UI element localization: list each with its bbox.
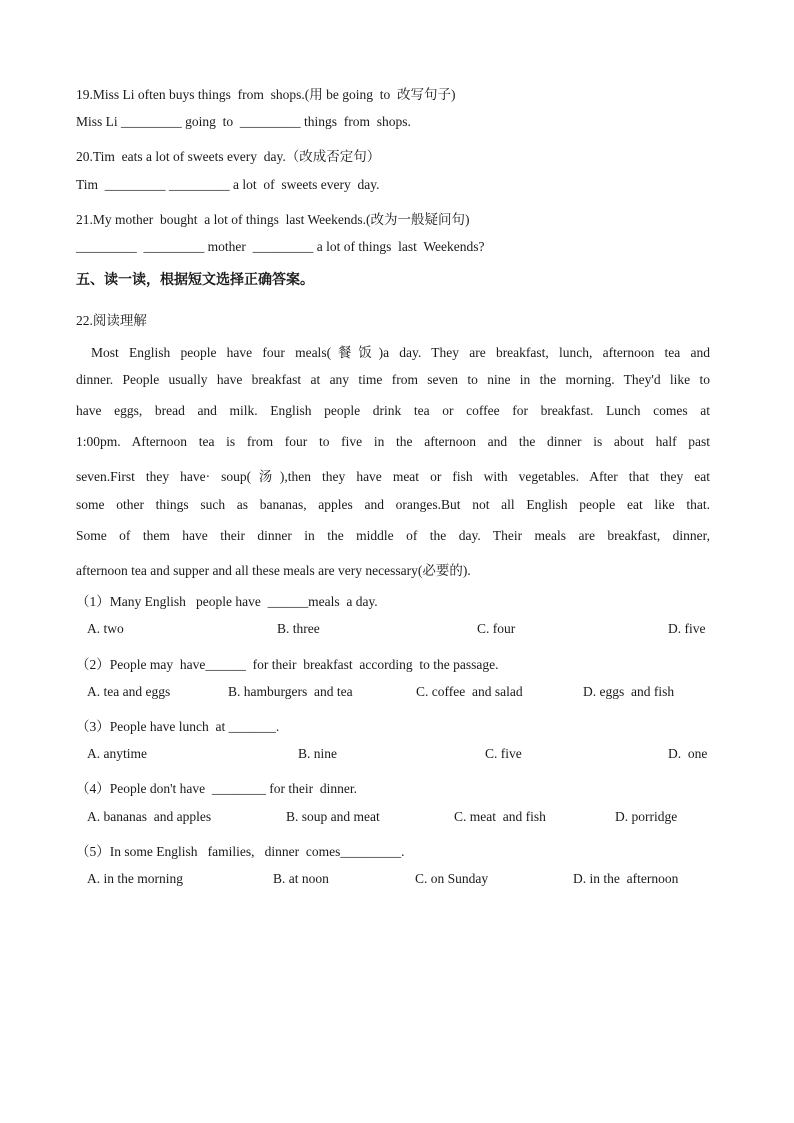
passage-line: dinner. People usually have breakfast at any time from seven to nine in the morning. They'd like to	[76, 372, 710, 387]
option-1c: C. four	[477, 621, 516, 636]
option-4b: B. soup and meat	[286, 809, 380, 824]
option-5b: B. at noon	[273, 871, 329, 886]
rewrite-q19: 19.Miss Li often buys things from shops.(用 be going to 改写句子)	[76, 87, 456, 102]
rewrite-q21: 21.My mother bought a lot of things last Weekends.(改为一般疑问句)	[76, 212, 470, 227]
section-title: 五、读一读，根据短文选择正确答案。	[76, 272, 314, 288]
passage-line: seven.First they have· soup(汤),then they have meat or fish with vegetables. After that they eat	[76, 469, 710, 484]
option-3c: C. five	[485, 746, 522, 761]
rewrite-a20: Tim _________ _________ a lot of sweets every day.	[76, 177, 380, 192]
option-2d: D. eggs and fish	[583, 684, 675, 699]
passage-line: Most English people have four meals(餐饭)a day. They are breakfast, lunch, afternoon tea and	[91, 345, 710, 360]
option-4d: D. porridge	[615, 809, 678, 824]
option-2c: C. coffee and salad	[416, 684, 523, 699]
question-3-stem: （3）People have lunch at _______.	[76, 719, 280, 734]
option-2a: A. tea and eggs	[87, 684, 171, 699]
section-subtitle: 22.阅读理解	[76, 313, 147, 328]
passage-line: afternoon tea and supper and all these meals are very necessary(必要的).	[76, 563, 471, 578]
passage-line: Some of them have their dinner in the middle of the day. Their meals are breakfast, dinner,	[76, 528, 710, 543]
option-3a: A. anytime	[87, 746, 147, 761]
passage-line: some other things such as bananas, apples and oranges.But not all English people eat like that.	[76, 497, 710, 512]
passage-line: 1:00pm. Afternoon tea is from four to five in the afternoon and the dinner is about half past	[76, 434, 710, 449]
option-1a: A. two	[87, 621, 124, 636]
option-1b: B. three	[277, 621, 320, 636]
option-4a: A. bananas and apples	[87, 809, 212, 824]
rewrite-q20: 20.Tim eats a lot of sweets every day.（改成否定句）	[76, 149, 381, 164]
rewrite-a21: _________ _________ mother _________ a lot of things last Weekends?	[76, 239, 485, 254]
option-5d: D. in the afternoon	[573, 871, 679, 886]
option-1d: D. five	[668, 621, 706, 636]
option-3d: D. one	[668, 746, 708, 761]
question-1-stem: （1）Many English people have ______meals a day.	[76, 594, 378, 609]
question-4-stem: （4）People don't have ________ for their dinner.	[76, 781, 358, 796]
option-2b: B. hamburgers and tea	[228, 684, 353, 699]
rewrite-a19: Miss Li _________ going to _________ things from shops.	[76, 114, 411, 129]
passage-line: have eggs, bread and milk. English people drink tea or coffee for breakfast. Lunch comes at	[76, 403, 710, 418]
option-5a: A. in the morning	[87, 871, 183, 886]
question-2-stem: （2）People may have______ for their breakfast according to the passage.	[76, 657, 499, 672]
question-5-stem: （5）In some English families, dinner comes_________.	[76, 844, 405, 859]
option-5c: C. on Sunday	[415, 871, 489, 886]
option-4c: C. meat and fish	[454, 809, 546, 824]
option-3b: B. nine	[298, 746, 337, 761]
